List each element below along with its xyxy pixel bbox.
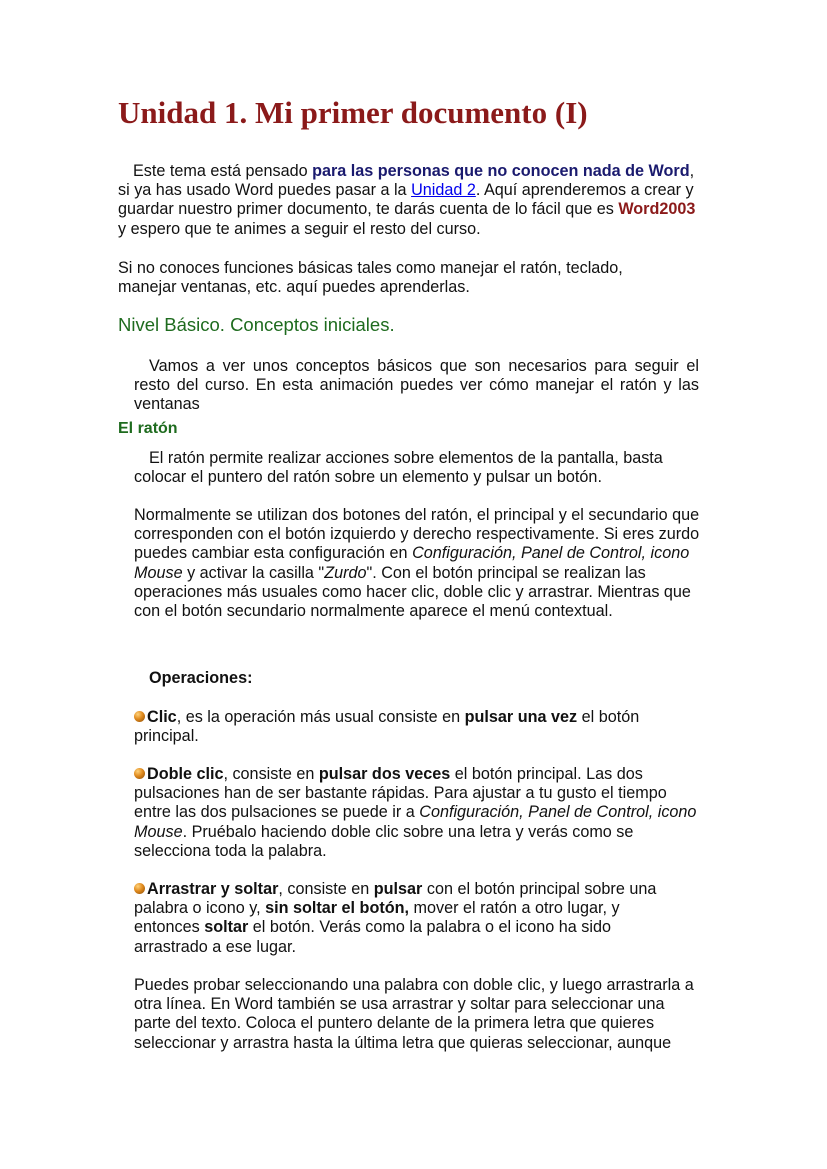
basics-paragraph: Si no conoces funciones básicas tales como manejar el ratón, teclado, manejar ventanas, etc. aquí puedes aprenderlas. — [118, 259, 623, 297]
section-intro-paragraph: Vamos a ver unos conceptos básicos que son necesarios para seguir el resto del curso. En esta animación puedes ver cómo manejar el ratón y las ventanas — [134, 357, 699, 414]
word2003-highlight: Word2003 — [618, 200, 696, 219]
operations-heading: Operaciones: — [149, 669, 253, 687]
section-heading: Nivel Básico. Conceptos iniciales. — [118, 314, 395, 335]
orange-bullet-icon — [134, 768, 145, 779]
op-click-item: Clic, es la operación más usual consiste en pulsar una vez el botón principal. — [134, 708, 640, 746]
op-drag-item: Arrastrar y soltar, consiste en pulsar con el botón principal sobre una palabra o icono y, sin soltar el botón, mover el ratón a otro lugar, y entonces soltar el botón. Verás como la palabra o el icono ha sido arrastrado a ese lugar. — [134, 880, 657, 956]
intro-paragraph: Este tema está pensado para las personas que no conocen nada de Word, si ya has usado Word puedes pasar a la Unidad 2. Aquí aprenderemos a crear y guardar nuestro primer documento, te darás cuenta de lo fácil que es Word2003 y espero que te animes a seguir el resto del curso. — [118, 162, 696, 238]
unidad-2-link[interactable]: Unidad 2 — [411, 181, 476, 200]
mouse-paragraph-2: Normalmente se utilizan dos botones del ratón, el principal y el secundario que corresponden con el botón izquierdo y derecho respectivamente. Si eres zurdo puedes cambiar esta configuración en Configuración, Panel de Control, icono Mouse y activar la casilla "Zurdo". Con el botón principal se realizan las operaciones más usuales como hacer clic, doble clic y arrastrar. Mientras que con el botón secundario normalmente aparece el menú contextual. — [134, 506, 700, 621]
mouse-heading: El ratón — [118, 420, 178, 437]
op-double-click-item: Doble clic, consiste en pulsar dos veces el botón principal. Las dos pulsaciones han de ser bastante rápidas. Para ajustar a tu gusto el tiempo entre las dos pulsaciones se puede ir a Configuración, Panel de Control, icono Mouse. Pruébalo haciendo doble clic sobre una letra y verás como se selecciona toda la palabra. — [134, 765, 697, 860]
orange-bullet-icon — [134, 711, 145, 722]
intro-highlight: para las personas que no conocen nada de Word — [312, 162, 690, 180]
orange-bullet-icon — [134, 883, 145, 894]
page-title: Unidad 1. Mi primer documento (I) — [118, 95, 588, 130]
final-paragraph: Puedes probar seleccionando una palabra con doble clic, y luego arrastrarla a otra línea. En Word también se usa arrastrar y soltar para seleccionar una parte del texto. Coloca el puntero delante de la primera letra que quieres seleccionar y arrastra hasta la última letra que quieras seleccionar, aunque — [134, 976, 694, 1052]
mouse-paragraph-1: El ratón permite realizar acciones sobre elementos de la pantalla, basta colocar el puntero del ratón sobre un elemento y pulsar un botón. — [134, 449, 663, 487]
